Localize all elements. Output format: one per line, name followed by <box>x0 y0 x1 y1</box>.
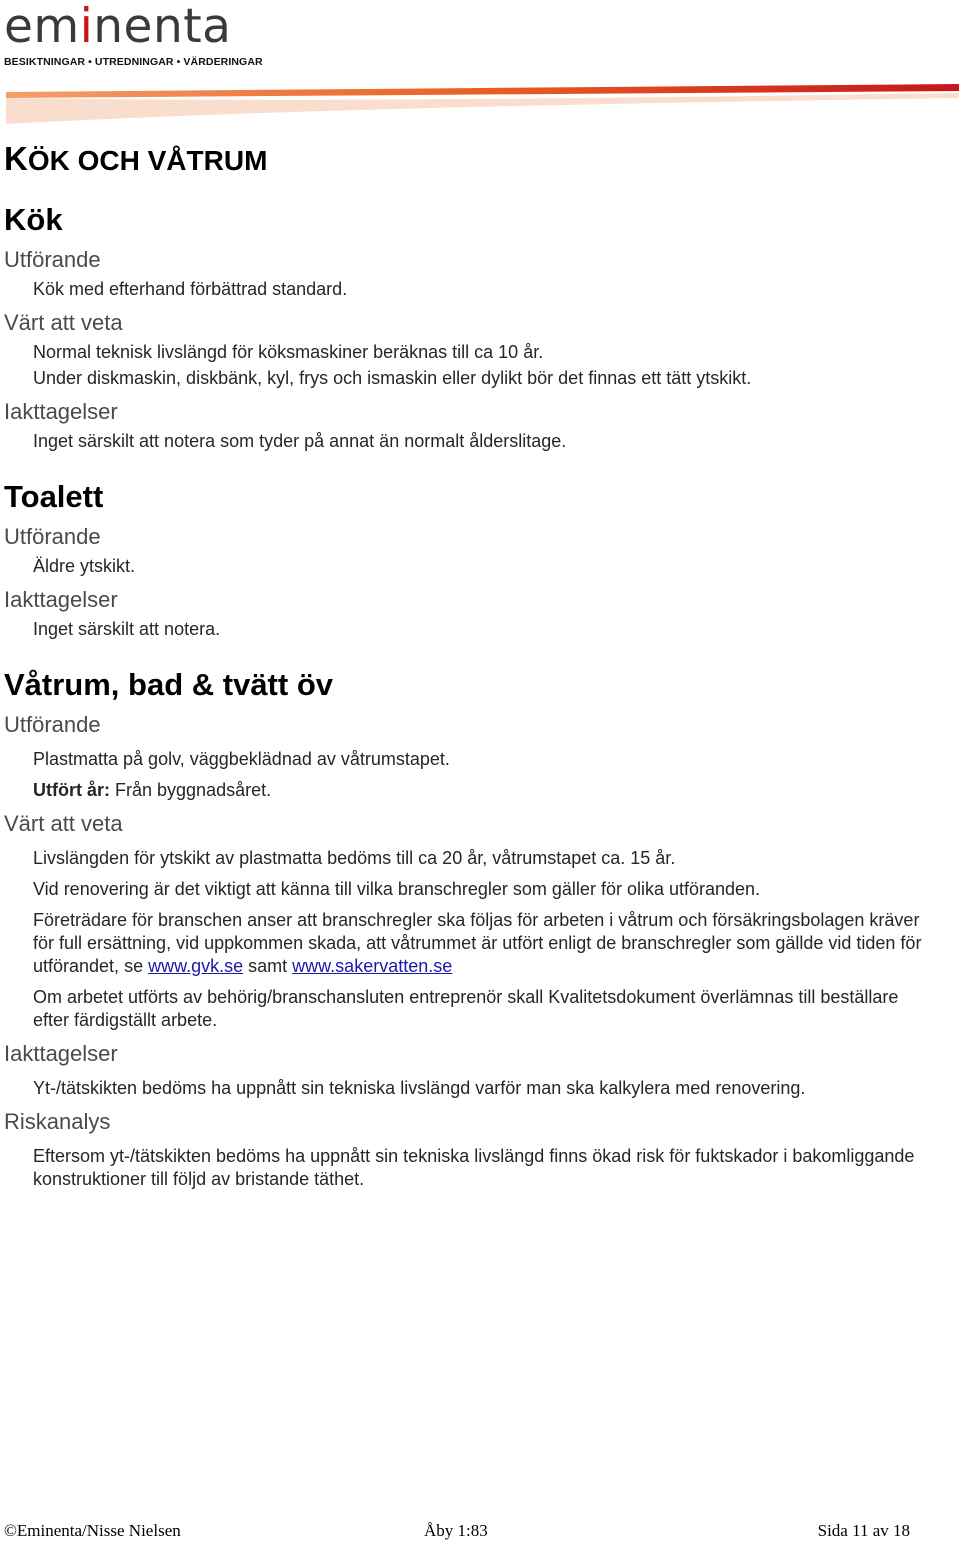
eminenta-logo <box>4 2 263 68</box>
vatrum-vart-text-2: Vid renovering är det viktigt att känna till vilka branschregler som gäller för olika utföranden. <box>33 879 761 899</box>
kok-iakttagelser-text: Inget särskilt att notera som tyder på annat än normalt ålderslitage. <box>33 431 567 451</box>
logo-wordmark: eminenta <box>4 0 232 54</box>
toalett-iakttagelser-text: Inget särskilt att notera. <box>33 619 221 639</box>
kok-vart-text-1: Normal teknisk livslängd för köksmaskiner beräknas till ca 10 år. <box>33 342 544 362</box>
kok-vart-text-2: Under diskmaskin, diskbänk, kyl, frys och ismaskin eller dylikt bör det finnas ett tätt ytskikt. <box>33 368 752 388</box>
kok-utforande-text: Kök med efterhand förbättrad standard. <box>33 279 348 299</box>
utfort-ar-value: Från byggnadsåret. <box>115 780 272 800</box>
vatrum-vart-label: Värt att veta <box>4 811 123 836</box>
kok-utforande-label: Utförande <box>4 247 101 272</box>
sakervatten-link[interactable]: www.sakervatten.se <box>292 956 453 976</box>
toalett-iakttagelser-label: Iakttagelser <box>4 587 118 612</box>
vatrum-utforande-text: Plastmatta på golv, väggbeklädnad av våtrumstapet. <box>33 749 450 769</box>
vatrum-riskanalys-label: Riskanalys <box>4 1109 111 1134</box>
footer-page-number: Sida 11 av 18 <box>817 1521 910 1540</box>
vatrum-iakttagelser-text: Yt-/tätskikten bedöms ha uppnått sin tekniska livslängd varför man ska kalkylera med renovering. <box>33 1078 806 1098</box>
report-content <box>4 138 924 1191</box>
vatrum-vart-text-4: Om arbetet utförts av behörig/branschansluten entreprenör skall Kvalitetsdokument överlämnas till beställare efter färdigställt arbete. <box>33 987 899 1030</box>
vatrum-vart-text-3: Företrädare för branschen anser att branschregler ska följas för arbeten i våtrum och försäkringsbolagen kräver för full ersättning, vid uppkommen skada, att våtrummet är utfört enligt de branschregler som gällde vid tiden för utförandet, se www.gvk.se samt www.sakervatten.se <box>33 910 922 976</box>
kok-title: Kök <box>4 202 63 237</box>
vatrum-title: Våtrum, bad & tvätt öv <box>4 667 333 702</box>
utfort-ar-label: Utfört år: <box>33 780 110 800</box>
logo-tagline: BESIKTNINGAR • UTREDNINGAR • VÄRDERINGAR <box>4 56 263 68</box>
toalett-utforande-text: Äldre ytskikt. <box>33 556 136 576</box>
vatrum-riskanalys-text: Eftersom yt-/tätskikten bedöms ha uppnått sin tekniska livslängd finns ökad risk för fuktskador i bakomliggande konstruktioner till följd av bristande täthet. <box>33 1146 915 1189</box>
kok-vart-label: Värt att veta <box>4 310 123 335</box>
vatrum-section <box>4 667 924 1191</box>
vatrum-utforande-label: Utförande <box>4 712 101 737</box>
kok-iakttagelser-label: Iakttagelser <box>4 399 118 424</box>
footer-property: Åby 1:83 <box>424 1521 488 1540</box>
kok-section <box>4 202 924 453</box>
vatrum-utfort-line <box>33 779 924 802</box>
header-banner-stripe <box>6 84 959 126</box>
toalett-utforande-label: Utförande <box>4 524 101 549</box>
toalett-title: Toalett <box>4 479 104 514</box>
toalett-section <box>4 479 924 641</box>
vatrum-iakttagelser-label: Iakttagelser <box>4 1041 118 1066</box>
section-heading: KÖK OCH VÅTRUM <box>4 140 268 177</box>
footer-copyright: ©Eminenta/Nisse Nielsen <box>4 1521 181 1540</box>
gvk-link[interactable]: www.gvk.se <box>148 956 244 976</box>
vatrum-vart-text-1: Livslängden för ytskikt av plastmatta bedöms till ca 20 år, våtrumstapet ca. 15 år. <box>33 848 676 868</box>
